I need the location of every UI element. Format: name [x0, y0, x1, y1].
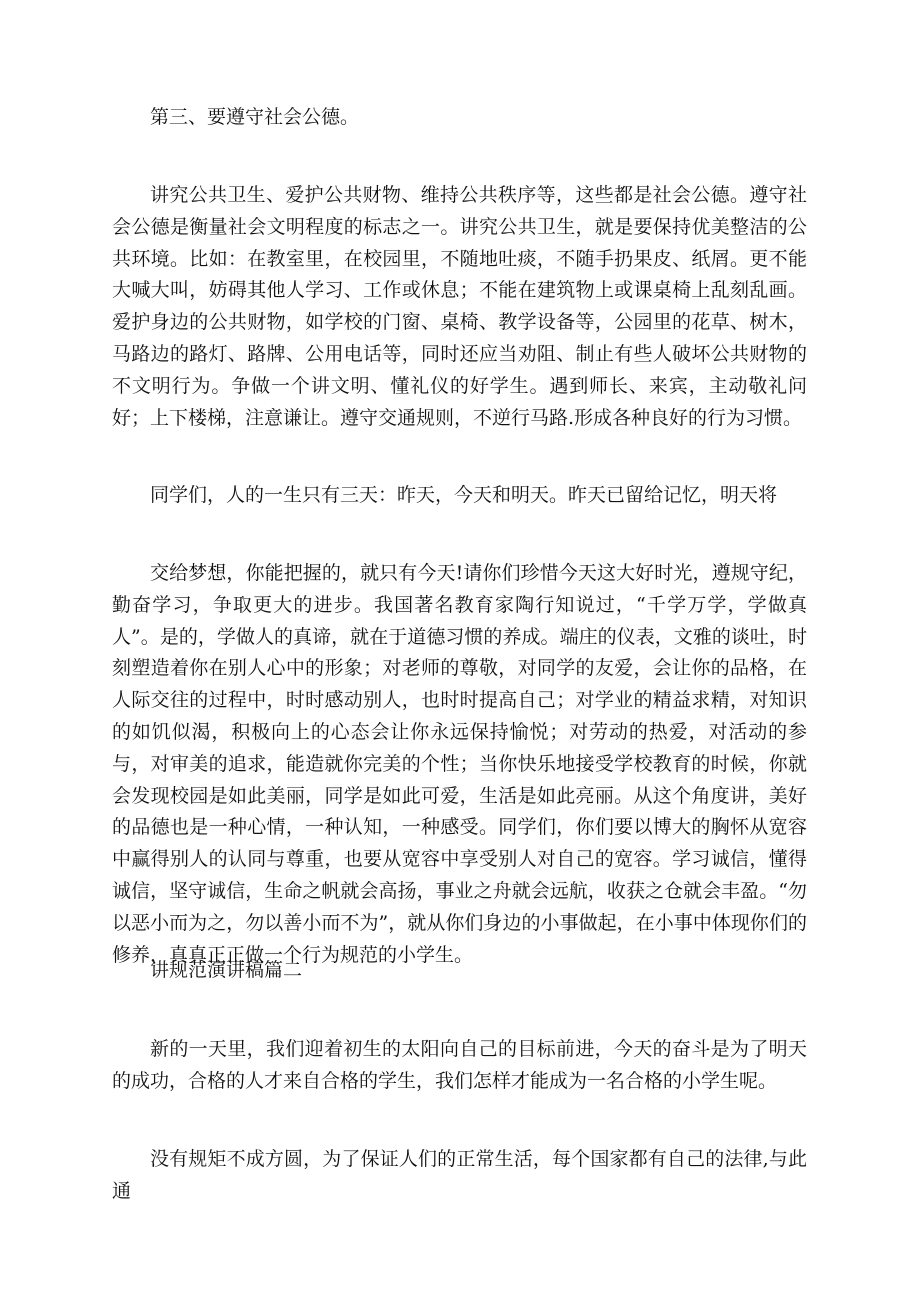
paragraph-three-days: 同学们，人的一生只有三天：昨天，今天和明天。昨天已留给记忆，明天将 — [150, 484, 778, 506]
paragraph-section-three-heading: 第三、要遵守社会公德。 — [150, 106, 360, 128]
section-title-speech-two: 讲规范演讲稿篇二 — [150, 959, 303, 981]
paragraph-cherish-today: 交给梦想，你能把握的，就只有今天!请你们珍惜今天这大好时光，遵规守纪，勤奋学习，争取更大的进步。我国著名教育家陶行知说过，“千学万学，学做真人”。是的，学做人的真谛，就在于道德习惯的养成。端庄的仪表，文雅的谈吐，时刻塑造着你在别人心中的形象；对老师的尊敬，对同学的友爱，会让你的品格，在人际交往的过程中，时时感动别人，也时时提高自己；对学业的精益求精，对知识的如饥似渴，积极向上的心态会让你永远保持愉悦；对劳动的热爱，对活动的参与，对审美的追求，能造就你完美的个性；当你快乐地接受学校教育的时候，你就会发现校园是如此美丽，同学是如此可爱，生活是如此亮丽。从这个角度讲，美好的品德也是一种心情，一种认知，一种感受。同学们，你们要以博大的胸怀从宽容中赢得别人的认同与尊重，也要从宽容中享受别人对自己的宽容。学习诚信，懂得诚信，坚守诚信，生命之帆就会高扬，事业之舟就会远航，收获之仓就会丰盈。“勿以恶小而为之，勿以善小而不为”，就从你们身边的小事做起，在小事中体现你们的修养，真真正正做一个行为规范的小学生。 — [112, 562, 807, 966]
paragraph-public-morality: 讲究公共卫生、爱护公共财物、维持公共秩序等，这些都是社会公德。遵守社会公德是衡量社会文明程度的标志之一。讲究公共卫生，就是要保持优美整洁的公共环境。比如：在教室里，在校园里，不随地吐痰，不随手扔果皮、纸屑。更不能大喊大叫，妨碍其他人学习、工作或休息；不能在建筑物上或课桌椅上乱刻乱画。爱护身边的公共财物，如学校的门窗、桌椅、教学设备等，公园里的花草、树木，马路边的路灯、路牌、公用电话等，同时还应当劝阻、制止有些人破坏公共财物的不文明行为。争做一个讲文明、懂礼仪的好学生。遇到师长、来宾，主动敬礼问好；上下楼梯，注意谦让。遵守交通规则，不逆行马路.形成各种良好的行为习惯。 — [112, 184, 807, 429]
paragraph-rules: 没有规矩不成方圆，为了保证人们的正常生活，每个国家都有自己的法律,与此通 — [112, 1148, 807, 1202]
paragraph-new-day: 新的一天里，我们迎着初生的太阳向自己的目标前进，今天的奋斗是为了明天的成功，合格的人才来自合格的学生，我们怎样才能成为一名合格的小学生呢。 — [112, 1038, 807, 1092]
